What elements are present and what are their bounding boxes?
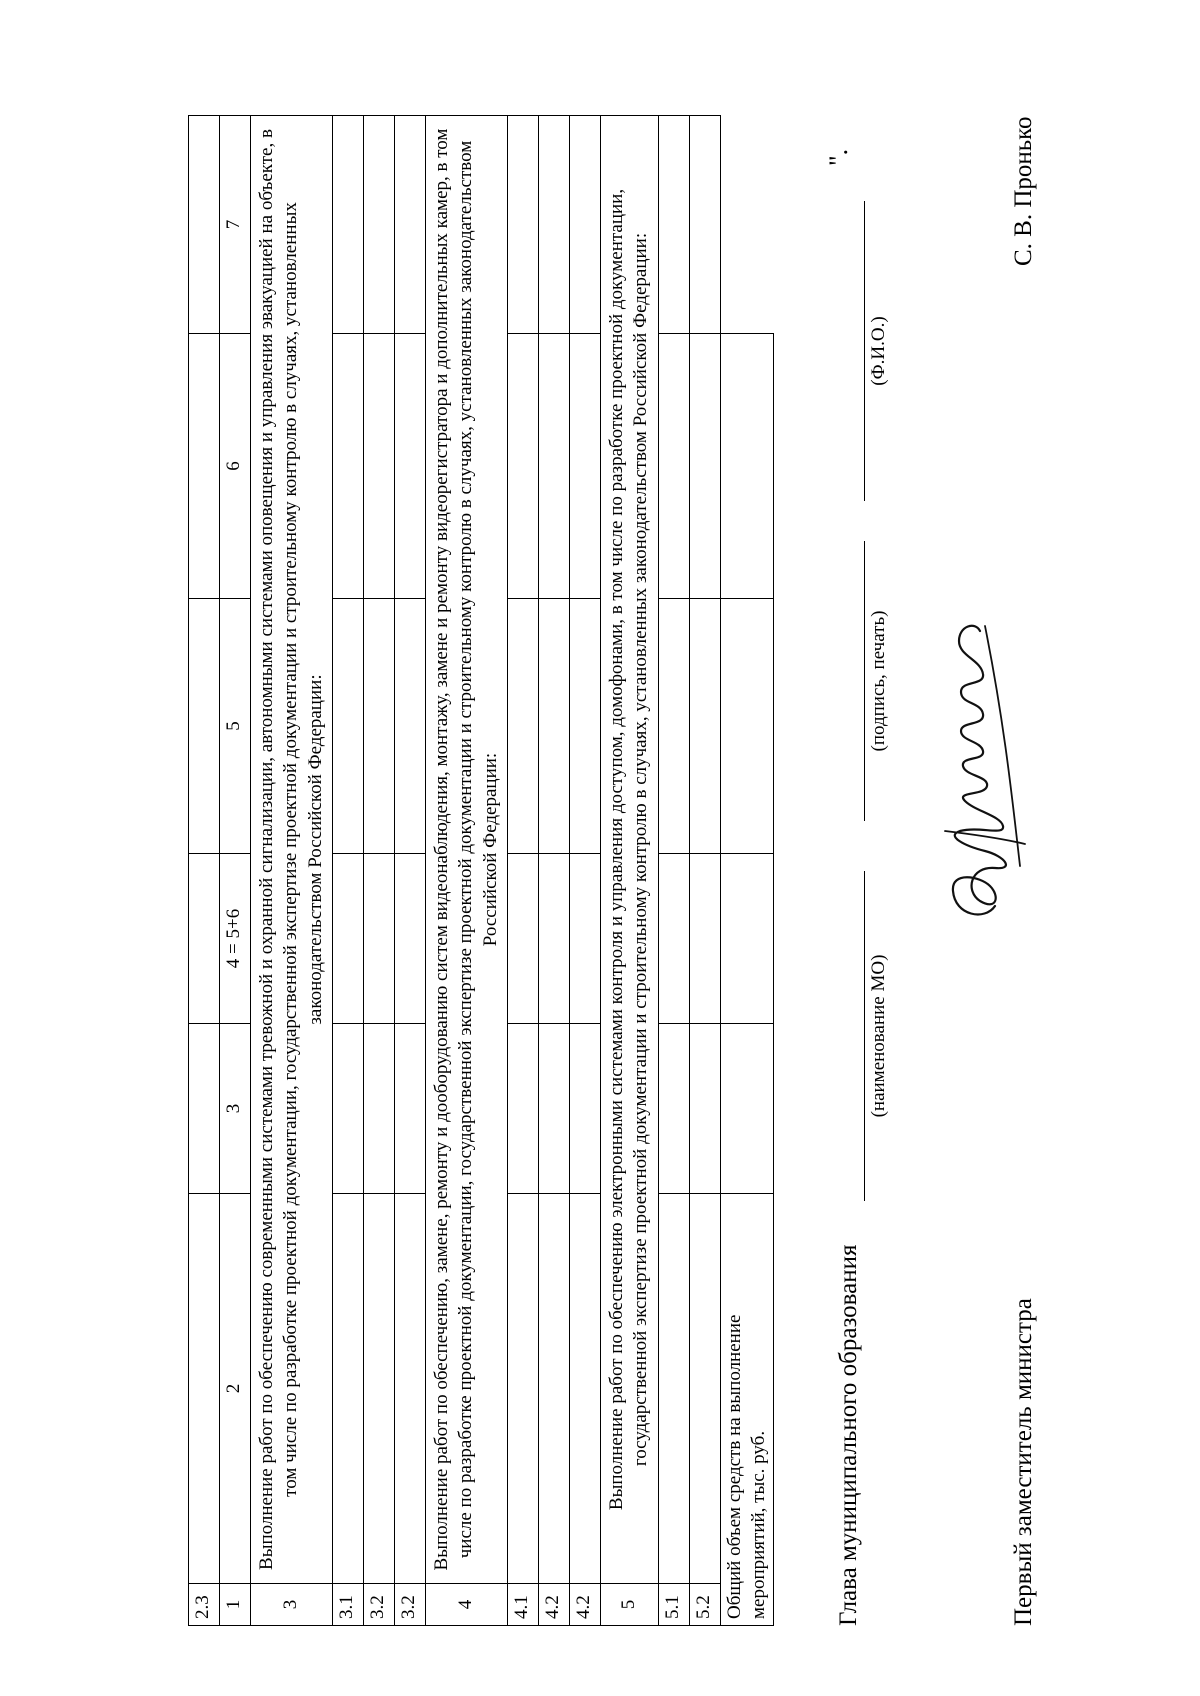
column-number: 2 xyxy=(220,1194,251,1584)
section-description: Выполнение работ по обеспечению электронными системами контроля и управления доступом, домофонами, в том числе по разработке проектной документации, государственной экспертизе проектной документации и строительному контролю в случаях, установленных законодательством Российской Федерации: xyxy=(600,116,658,1584)
table-row xyxy=(658,116,689,1626)
column-number: 6 xyxy=(220,334,251,599)
cell xyxy=(189,854,220,1024)
row-number: 4.2 xyxy=(538,1584,569,1626)
row-number: 3.2 xyxy=(394,1584,425,1626)
section-description: Выполнение работ по обеспечению современными системами тревожной и охранной сигнализации, автономными системами оповещения и управления эвакуацией на объекте, в том числе по разработке проектной документации, государственной экспертизе проектной документации и строительному контролю в случаях, установленных законодательством Российской Федерации: xyxy=(251,116,333,1584)
deputy-title: Первый заместитель министра xyxy=(1010,1298,1037,1626)
deputy-name: С. В. Пронько xyxy=(1010,116,1037,266)
column-number-row xyxy=(220,116,251,1626)
row-number: 4.2 xyxy=(569,1584,600,1626)
row-number: 2.3 xyxy=(189,1584,220,1626)
section-row xyxy=(425,116,507,1626)
measures-table xyxy=(188,115,774,1626)
closing-quote: ". xyxy=(824,148,853,166)
table-row xyxy=(363,116,394,1626)
row-number: 5.1 xyxy=(658,1584,689,1626)
section-number: 4 xyxy=(425,1584,507,1626)
mo-name-line xyxy=(864,871,865,1201)
cell xyxy=(189,116,220,334)
cell xyxy=(189,334,220,599)
table-row xyxy=(689,116,720,1626)
signature-line xyxy=(864,541,865,821)
column-number: 1 xyxy=(220,1584,251,1626)
column-number: 5 xyxy=(220,599,251,854)
section-number: 5 xyxy=(600,1584,658,1626)
cell xyxy=(189,1024,220,1194)
section-number: 3 xyxy=(251,1584,333,1626)
column-number: 7 xyxy=(220,116,251,334)
handwritten-signature xyxy=(925,606,1045,926)
total-row xyxy=(720,116,774,1626)
caption-sign: (подпись, печать) xyxy=(868,610,889,752)
table-row xyxy=(189,116,220,1626)
row-number: 5.2 xyxy=(689,1584,720,1626)
column-number: 3 xyxy=(220,1024,251,1194)
section-row xyxy=(251,116,333,1626)
head-title: Глава муниципального образования xyxy=(835,1244,862,1626)
section-description: Выполнение работ по обеспечению, замене, ремонту и дооборудованию систем видеонаблюдения, монтажу, замене и ремонту видеорегистратора и дополнительных камер, в том числе по разработке проектной документации, государственной экспертизе проектной документации и строительному контролю в случаях, установленных законодательством Российской Федерации: xyxy=(425,116,507,1584)
fio-line xyxy=(864,201,865,501)
caption-fio: (Ф.И.О.) xyxy=(868,316,889,386)
caption-mo: (наименование МО) xyxy=(868,954,889,1118)
row-number: 3.2 xyxy=(363,1584,394,1626)
row-number: 3.1 xyxy=(332,1584,363,1626)
cell xyxy=(189,1194,220,1584)
section-row xyxy=(600,116,658,1626)
row-number: 4.1 xyxy=(507,1584,538,1626)
table-row xyxy=(569,116,600,1626)
cell xyxy=(189,599,220,854)
table-row xyxy=(394,116,425,1626)
table-row xyxy=(332,116,363,1626)
total-label: Общий объем средств на выполнение мероприятий, тыс. руб. xyxy=(720,1194,774,1626)
table-row xyxy=(507,116,538,1626)
column-number: 4 = 5+6 xyxy=(220,854,251,1024)
table-row xyxy=(538,116,569,1626)
